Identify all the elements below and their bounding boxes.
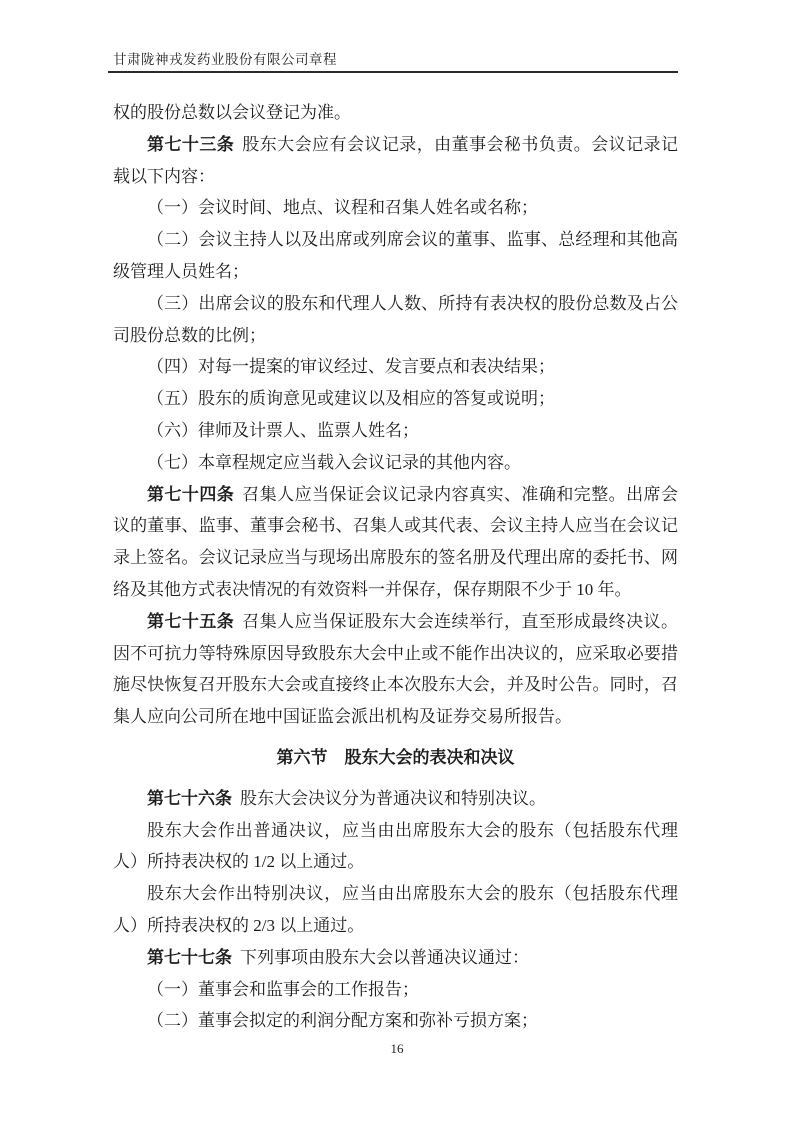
list-item: （一）会议时间、地点、议程和召集人姓名或名称； bbox=[147, 198, 538, 218]
header-divider bbox=[108, 71, 678, 73]
article-number: 第七十五条 bbox=[147, 611, 235, 631]
list-item: （三）出席会议的股东和代理人人数、所持有表决权的股份总数及占公司股份总数的比例； bbox=[113, 293, 678, 345]
list-item: （二）会议主持人以及出席或列席会议的董事、监事、总经理和其他高级管理人员姓名； bbox=[113, 230, 678, 281]
page-header bbox=[108, 51, 678, 73]
paragraph: 股东大会作出特别决议，应当由出席股东大会的股东（包括股东代理人）所持表决权的 2/3 以上通过。 bbox=[113, 884, 678, 935]
article-number: 第七十三条 bbox=[147, 134, 235, 154]
paragraph: 股东大会作出普通决议，应当由出席股东大会的股东（包括股东代理人）所持表决权的 1/2 以上通过。 bbox=[113, 820, 678, 872]
section-heading: 第六节 股东大会的表决和决议 bbox=[276, 747, 515, 767]
article-text: 召集人应当保证会议记录内容真实、准确和完整。出席会议的董事、监事、董事会秘书、召集人或其代表、会议主持人应当在会议记录上签名。会议记录应当与现场出席股东的签名册及代理出席的委托书、网络及其他方式表决情况的有效资料一并保存，保存期限不少于 10 年。 bbox=[113, 484, 679, 599]
list-item: （一）董事会和监事会的工作报告； bbox=[147, 979, 419, 999]
paragraph: 权的股份总数以会议登记为准。 bbox=[113, 103, 351, 122]
article-text: 股东大会应有会议记录，由董事会秘书负责。会议记录记载以下内容： bbox=[113, 134, 679, 186]
article-number: 第七十六条 bbox=[147, 788, 232, 808]
article-text: 股东大会决议分为普通决议和特别决议。 bbox=[240, 788, 546, 808]
list-item: （五）股东的质询意见或建议以及相应的答复或说明； bbox=[147, 389, 555, 409]
paragraph bbox=[113, 783, 678, 815]
paragraph bbox=[113, 479, 678, 606]
list-item: （六）律师及计票人、监票人姓名； bbox=[147, 420, 419, 440]
page-number: 16 bbox=[390, 1041, 404, 1056]
article-number: 第七十七条 bbox=[147, 947, 232, 967]
page-footer bbox=[0, 1040, 794, 1058]
list-item: （七）本章程规定应当载入会议记录的其他内容。 bbox=[147, 452, 521, 472]
article-number: 第七十四条 bbox=[147, 484, 235, 504]
document-body bbox=[113, 97, 678, 1037]
list-item: （四）对每一提案的审议经过、发言要点和表决结果； bbox=[147, 357, 555, 377]
paragraph bbox=[113, 942, 678, 974]
paragraph bbox=[113, 606, 678, 733]
article-text: 召集人应当保证股东大会连续举行，直至形成最终决议。因不可抗力等特殊原因导致股东大会中止或不能作出决议的，应采取必要措施尽快恢复召开股东大会或直接终止本次股东大会，并及时公告。同时，召集人应向公司所在地中国证监会派出机构及证券交易所报告。 bbox=[113, 611, 679, 727]
article-text: 下列事项由股东大会以普通决议通过： bbox=[240, 947, 529, 967]
header-title: 甘肃陇神戎发药业股份有限公司章程 bbox=[113, 52, 337, 67]
list-item: （二）董事会拟定的利润分配方案和弥补亏损方案； bbox=[147, 1011, 538, 1031]
paragraph bbox=[113, 129, 678, 193]
